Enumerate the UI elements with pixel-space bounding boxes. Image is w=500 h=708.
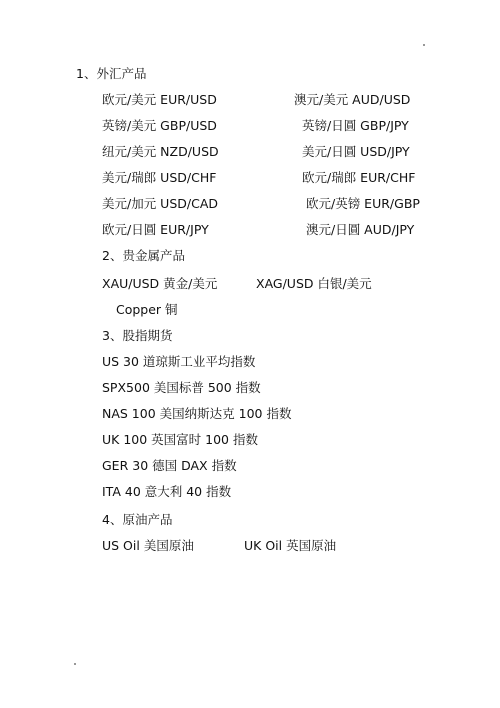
index-item: US 30 道琼斯工业平均指数 bbox=[102, 354, 256, 369]
forex-pair: 澳元/美元 AUD/USD bbox=[294, 92, 411, 107]
forex-pair: 欧元/日圓 EUR/JPY bbox=[102, 222, 209, 237]
oil-item: UK Oil 英国原油 bbox=[244, 538, 337, 553]
index-item: ITA 40 意大利 40 指数 bbox=[102, 484, 232, 499]
forex-pair: 澳元/日圓 AUD/JPY bbox=[306, 222, 415, 237]
index-item: UK 100 英国富时 100 指数 bbox=[102, 432, 258, 447]
forex-pair: 美元/加元 USD/CAD bbox=[102, 196, 219, 211]
section-title-indices: 3、股指期货 bbox=[102, 328, 173, 343]
forex-pair: 纽元/美元 NZD/USD bbox=[102, 144, 219, 159]
index-item: SPX500 美国标普 500 指数 bbox=[102, 380, 261, 395]
metal-item: Copper 铜 bbox=[116, 302, 178, 317]
index-item: NAS 100 美国纳斯达克 100 指数 bbox=[102, 406, 292, 421]
index-item: GER 30 德国 DAX 指数 bbox=[102, 458, 237, 473]
metal-item: XAG/USD 白银/美元 bbox=[256, 276, 372, 291]
section-title-metals: 2、贵金属产品 bbox=[102, 248, 185, 263]
forex-pair: 美元/日圓 USD/JPY bbox=[302, 144, 410, 159]
oil-item: US Oil 美国原油 bbox=[102, 538, 194, 553]
forex-pair: 英镑/美元 GBP/USD bbox=[102, 118, 217, 133]
scan-speck bbox=[423, 44, 425, 46]
forex-pair: 欧元/瑞郎 EUR/CHF bbox=[302, 170, 416, 185]
scan-speck bbox=[74, 663, 76, 665]
section-title-forex: 1、外汇产品 bbox=[76, 66, 147, 81]
metal-item: XAU/USD 黄金/美元 bbox=[102, 276, 218, 291]
forex-pair: 英镑/日圓 GBP/JPY bbox=[302, 118, 409, 133]
forex-pair: 美元/瑞郎 USD/CHF bbox=[102, 170, 217, 185]
forex-pair: 欧元/英镑 EUR/GBP bbox=[306, 196, 420, 211]
forex-pair: 欧元/美元 EUR/USD bbox=[102, 92, 217, 107]
section-title-oil: 4、原油产品 bbox=[102, 512, 173, 527]
